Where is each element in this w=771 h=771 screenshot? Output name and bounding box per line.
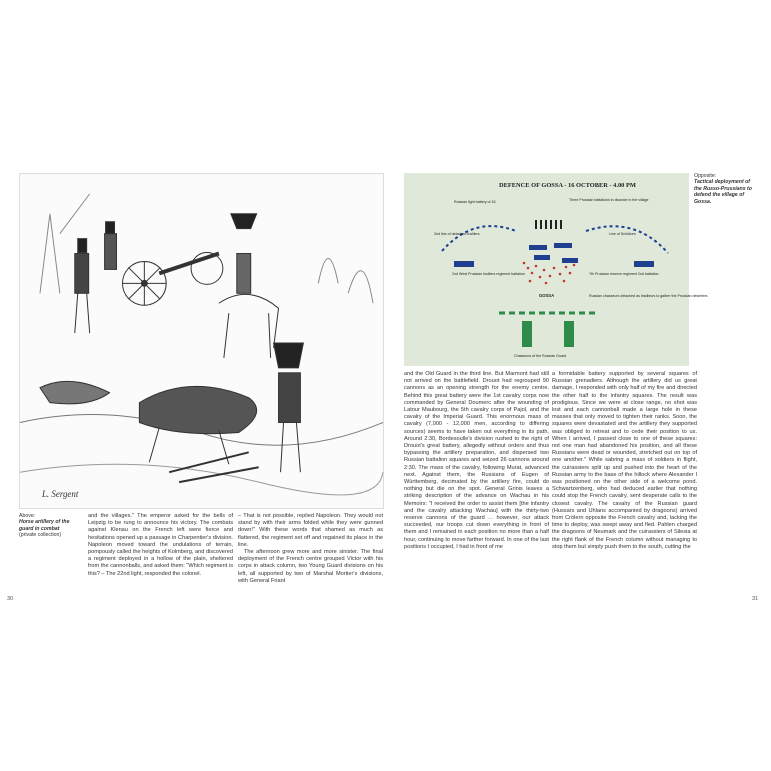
right-column-1 xyxy=(404,371,549,551)
map-label-detached-line: 2nd line of detached fusiliers xyxy=(434,232,480,236)
paragraph: – That is not possible, replied Napoleon. They would not stand by with their arms folded while they were gunned down!" With these words that shamed as much as flattered, the regiment set off and regained its place in the line. xyxy=(238,513,383,548)
right-column-2 xyxy=(552,371,697,551)
map-label-prussian-battalions: Three Prussian battalions in disorder in the village xyxy=(569,198,649,202)
map-title: DEFENCE OF GOSSA - 16 OCTOBER - 4.00 PM xyxy=(499,182,636,189)
battle-sketch xyxy=(20,174,383,508)
map-caption xyxy=(694,173,758,205)
caption-credit: (private collection) xyxy=(19,532,62,539)
paragraph: a formidable battery supported by several squares of Russian grenadiers. Although the artillery did us great damage, I responded with only half of my fire and directed the other half to the infantry squares. The result was prodigious. Since we were at close range, no shot was lost and each cannonball made a large hole in these masses that only moved to tighten their ranks. Soon, the squares were devastated and the artillery they supported was obliged to retreat and to cede their position to us. When I arrived, I passed close to one of these squares: not one man had abandoned his position, and all these Russians were dead or wounded, stretched out on top of one another." While sabring a mass of soldiers in flight, the cuirassiers split up and pushed into the heart of the Russian army to the base of the hillock where Alexander I was positioned on the other side of a welcome pond. Schwartzenberg, who had deduced earlier that nothing could stop the French cavalry, sent desperate calls to the closest cavalry. The cavalry of the Russian guard (Hussars and Uhlans accompanied by dragoons) arrived from Crölern opposite the French cavalry and, lacking the time to deploy, was swept away and fled. Pahlen charged the dragoons of Neumark and the cuirassiers of Silesia at the right flank of the French column without managing to stop them but simply push them to the south, cutting the xyxy=(552,371,697,550)
caption-label: Above: xyxy=(19,513,36,519)
illustration-caption xyxy=(19,513,83,539)
map-label-east-prussian: 7th Prussian reserve regiment 2nd battalion xyxy=(589,272,659,276)
map-caption-label: Opposite: xyxy=(694,173,717,179)
illustration-signature: L. Sergent xyxy=(41,489,79,500)
paragraph: The afternoon grew more and more sinister. The final deployment of the French centre grouped Victor with his corps in attack column, two Young Guard divisions on his left, all supported by two of Marshal Mortier's divisions, with General Friant xyxy=(238,549,383,584)
left-column-2 xyxy=(238,513,383,585)
map-label-schutzen: Line of Schützen xyxy=(609,232,636,236)
left-column-1 xyxy=(88,513,233,578)
map-caption-title: Tactical deployment of the Russo-Prussians to defend the village of Gossa. xyxy=(694,179,752,205)
map-label-battery: Russian light battery of 16 xyxy=(454,200,496,204)
map-label-chasseurs-detached: Russian chasseurs detached as tirailleurs to gather the Prussian deserters xyxy=(589,294,708,298)
map-label-village: GOSSA xyxy=(539,293,555,298)
page-number-left: 30 xyxy=(7,596,14,602)
horse-artillery-illustration xyxy=(19,173,384,509)
paragraph: and the Old Guard in the third line. But Marmont had still not arrived on the battlefield. Drouot had regrouped 90 cannons as an opening strength for the enemy centre. Behind this great battery were the 1st cavalry corps now commanded by General Doumerc after the wounding of Latour Maubourg, the 5th cavalry corps of Pajol, and the cavalry of the Imperial Guard. This enormous mass of cavalry (7,000 - 12,000 men, according to differing sources) seems to have taken out everything in its path. Around 2:30, Bordesoulle's division rushed to the right of Drouot's great battery, allegedly without orders and thus bypassing the artillery preparation, and dispersed two Russian battalion squares and seized 26 cannons around 2:30. The mass of the cavalry, following Murat, advanced next. Against them, the Russians of Eugen of Württemberg, decimated by the artillery fire, could do nothing but die on the spot. General Grinis leaves a striking description of the advance on Wachau in his Memoirs: "I received the order to assist them [the infantry and the cavalry attacking Wachau] with the thirty-two reserve cannons of the guard ... however, our attack succeeded, our troops cut down everything in front of them and I remained in each position no more than a half hour, continuing to move farther forward. In one of the last positions I occupied, I had in front of me xyxy=(404,371,549,550)
map-label-west-prussian: 2nd West Prussian fusiliers regiment battalion xyxy=(452,272,525,276)
paragraph: and the villages." The emperor asked for the bells of Leipzig to be rung to announce his victory. The combats against Klenau on the French left were fierce and hesitations opened up a passage in Charpentier's division. Napoleon moved toward the undulations of terrain, pompously called the heights of Kolmberg, and discovered a regiment deployed in a hollow of the plain, sheltered from the cannonballs, and asked them: "Which regiment is this? – The 22nd light, responded the colonel. xyxy=(88,513,233,577)
map-label-guard: Chasseurs of the Russian Guard xyxy=(514,354,567,358)
page-number-right: 31 xyxy=(752,596,759,602)
caption-title: Horse artillery of the guard in combat xyxy=(19,519,70,532)
